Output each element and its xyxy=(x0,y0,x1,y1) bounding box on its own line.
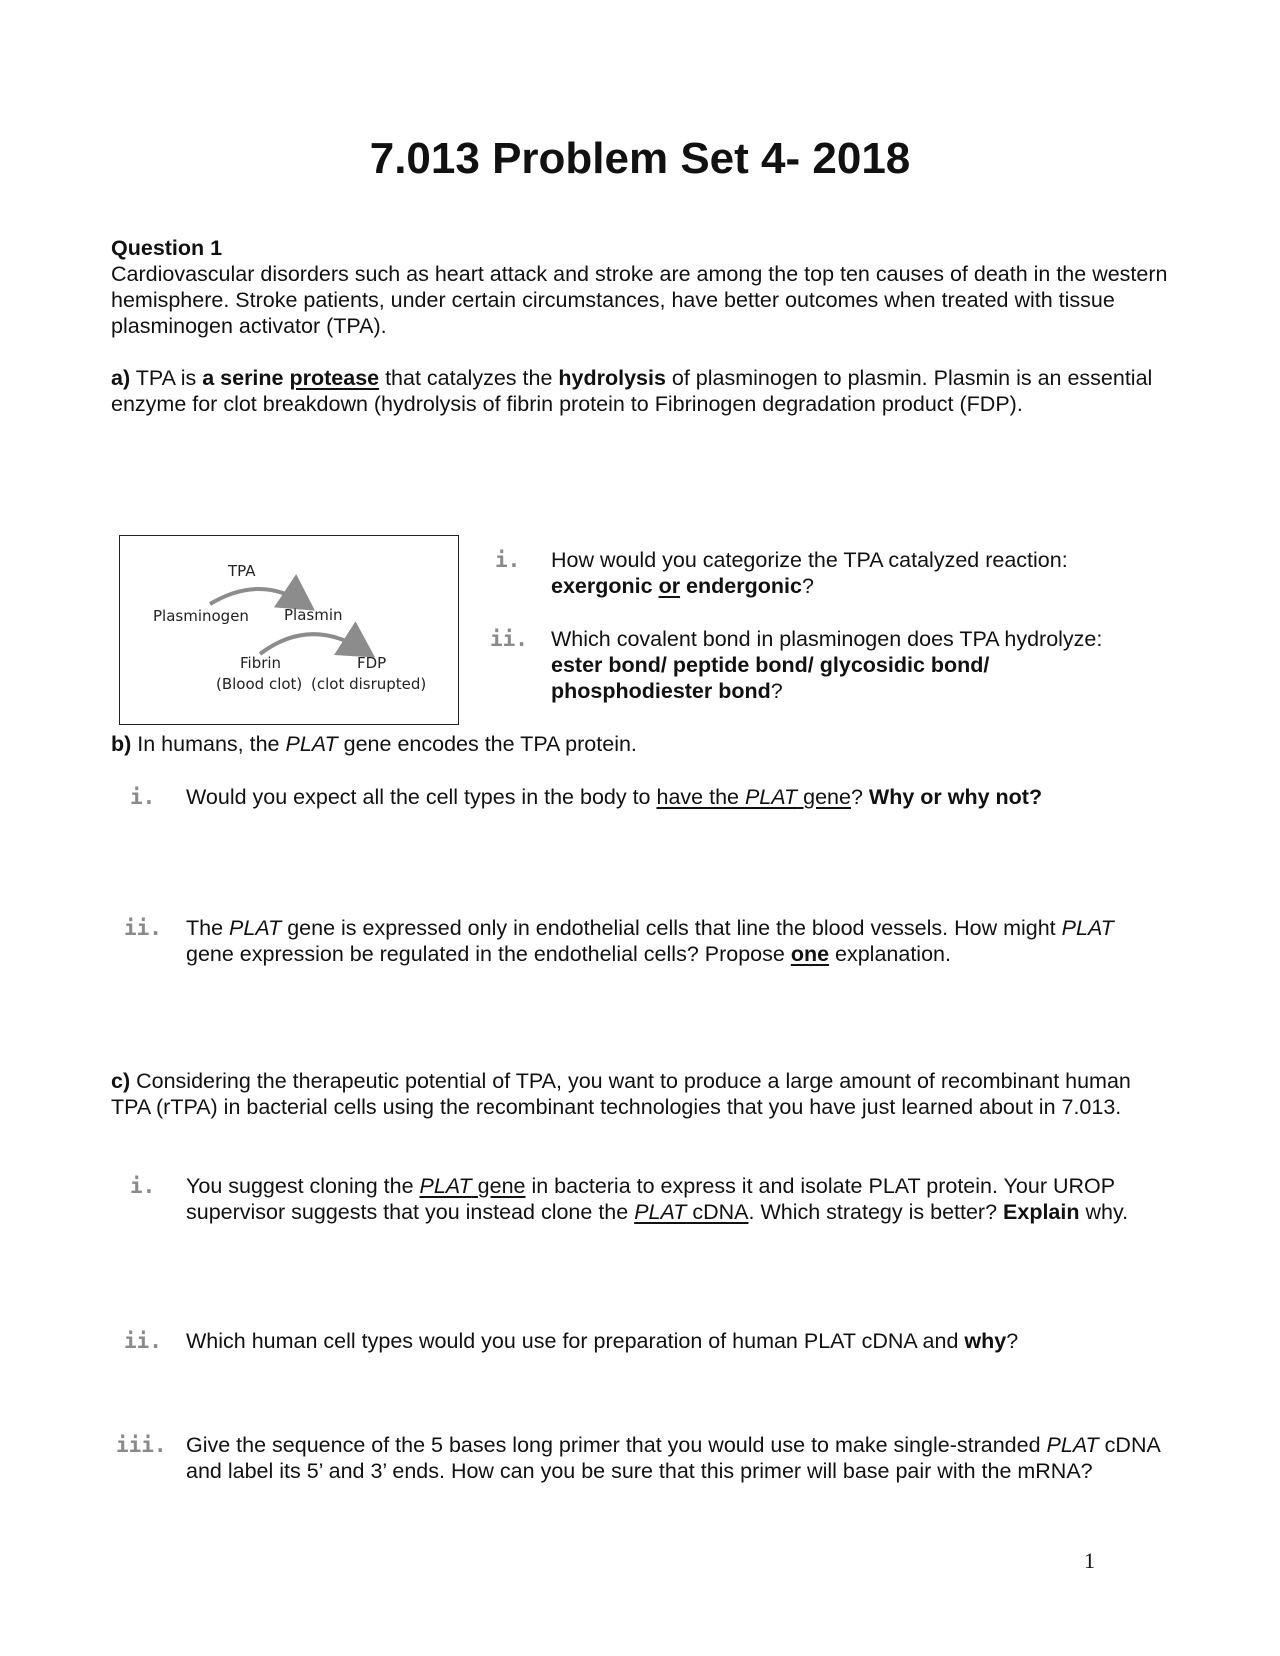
part-c-ii-marker: ii. xyxy=(124,1329,162,1353)
segment: In humans, the xyxy=(131,732,286,756)
segment: ? xyxy=(770,679,783,703)
underlined-plat-cdna xyxy=(634,1200,748,1224)
part-b-i-text xyxy=(186,784,1166,810)
part-a-i-text xyxy=(551,547,1151,599)
part-b-i-marker: i. xyxy=(130,785,156,809)
segment: Considering the therapeutic potential of TPA, you want to produce a large amount of recombinant human TPA (rTPA) in bacterial cells using the recombinant technologies that you have just learned about in 7.013. xyxy=(111,1069,1131,1119)
bold-why: why xyxy=(964,1329,1007,1353)
segment: gene expression be regulated in the endothelial cells? Propose xyxy=(186,942,791,966)
part-a-bold-protease: protease xyxy=(289,366,380,390)
underlined-have-plat-gene xyxy=(657,785,851,809)
part-c-label: c) xyxy=(111,1069,131,1093)
segment: ? xyxy=(850,785,869,809)
bold-or: or xyxy=(658,574,681,598)
bold-endergonic: endergonic xyxy=(686,574,802,598)
segment: Which covalent bond in plasminogen does TPA hydrolyze: xyxy=(551,627,1103,651)
italic-plat: PLAT xyxy=(285,732,338,756)
underlined-plat-gene xyxy=(420,1174,526,1198)
segment: Give the sequence of the 5 bases long primer that you would use to make single-stranded xyxy=(186,1433,1047,1457)
segment: How would you categorize the TPA catalyzed reaction: xyxy=(551,548,1068,572)
segment: explanation. xyxy=(829,942,951,966)
segment: gene xyxy=(797,785,851,809)
segment: . Which strategy is better? xyxy=(748,1200,1004,1224)
segment: The xyxy=(186,916,230,940)
part-b-ii-text xyxy=(186,915,1126,967)
blood-clot-label: (Blood clot) xyxy=(216,675,303,693)
italic-plat: PLAT xyxy=(744,785,798,809)
segment: why. xyxy=(1079,1200,1129,1224)
part-b-ii-marker: ii. xyxy=(124,916,162,940)
part-a-ii-marker: ii. xyxy=(490,627,528,651)
part-a-label: a) xyxy=(111,366,131,390)
segment: in bacteria to express it and isolate PLAT protein. Your UROP supervisor suggests that you instead clone the xyxy=(186,1174,1115,1224)
part-c-i-marker: i. xyxy=(130,1174,156,1198)
part-c-ii-text xyxy=(186,1328,1166,1354)
question-1-block xyxy=(111,235,1171,339)
italic-plat: PLAT xyxy=(634,1200,687,1224)
segment: Would you expect all the cell types in the body to xyxy=(186,785,657,809)
part-b-text xyxy=(111,731,1171,757)
part-a-segment: that catalyzes the xyxy=(379,366,559,390)
page-number: 1 xyxy=(1084,1548,1095,1573)
segment: gene is expressed only in endothelial cells that line the blood vessels. How might xyxy=(281,916,1062,940)
segment: ? xyxy=(1006,1329,1019,1353)
question-heading: Question 1 xyxy=(111,236,223,260)
part-a-bold-hydrolysis: hydrolysis xyxy=(558,366,666,390)
bold-one: one xyxy=(790,942,830,966)
clot-disrupted-label: (clot disrupted) xyxy=(311,675,427,693)
segment: gene xyxy=(471,1174,526,1198)
part-c-text xyxy=(111,1068,1171,1120)
bold-why-or-why-not: Why or why not? xyxy=(868,785,1043,809)
part-a-segment: TPA is xyxy=(130,366,203,390)
segment: cDNA and label its 5’ and 3’ ends. How can you be sure that this primer will base pair with the mRNA? xyxy=(186,1433,1160,1483)
italic-plat: PLAT xyxy=(1061,916,1114,940)
plasminogen-label: Plasminogen xyxy=(153,607,249,625)
segment: have the xyxy=(656,785,745,809)
part-a-segment: of plasminogen to plasmin. Plasmin is an essential enzyme for clot breakdown (hydrolysis of fibrin protein to Fibrinogen degradation product (FDP). xyxy=(111,366,1153,416)
part-a-text xyxy=(111,365,1171,417)
page-title: 7.013 Problem Set 4- 2018 xyxy=(369,134,911,183)
tpa-arrow xyxy=(210,589,305,604)
part-c-iii-marker: iii. xyxy=(116,1433,167,1457)
segment: Which human cell types would you use for preparation of human PLAT cDNA and xyxy=(186,1329,965,1353)
fibrin-label: Fibrin xyxy=(240,654,282,672)
segment: ? xyxy=(801,574,814,598)
part-a-ii-text xyxy=(551,626,1151,704)
part-b-label: b) xyxy=(111,732,132,756)
tpa-label: TPA xyxy=(228,562,256,580)
plasmin-arrow xyxy=(260,634,365,654)
bold-explain: Explain xyxy=(1003,1200,1080,1224)
part-a-i-marker: i. xyxy=(495,548,521,572)
segment: cDNA xyxy=(686,1200,749,1224)
bold-bond-options: ester bond/ peptide bond/ glycosidic bond/ phosphodiester bond xyxy=(551,653,990,703)
italic-plat: PLAT xyxy=(1046,1433,1099,1457)
part-c-iii-text xyxy=(186,1432,1171,1484)
reaction-arrows xyxy=(120,536,460,726)
part-a-bold-serine: a serine xyxy=(202,366,284,390)
reaction-diagram xyxy=(119,535,459,725)
italic-plat: PLAT xyxy=(229,916,282,940)
plasmin-label: Plasmin xyxy=(284,606,343,624)
fdp-label: FDP xyxy=(357,654,387,672)
part-c-i-text xyxy=(186,1173,1146,1225)
bold-exergonic: exergonic xyxy=(551,574,653,598)
italic-plat: PLAT xyxy=(419,1174,472,1198)
segment: You suggest cloning the xyxy=(186,1174,420,1198)
question-intro: Cardiovascular disorders such as heart attack and stroke are among the top ten causes of death in the western hemisphere. Stroke patients, under certain circumstances, have better outcomes when treated with tissue plasminogen activator (TPA). xyxy=(111,262,1168,338)
segment: gene encodes the TPA protein. xyxy=(337,732,637,756)
